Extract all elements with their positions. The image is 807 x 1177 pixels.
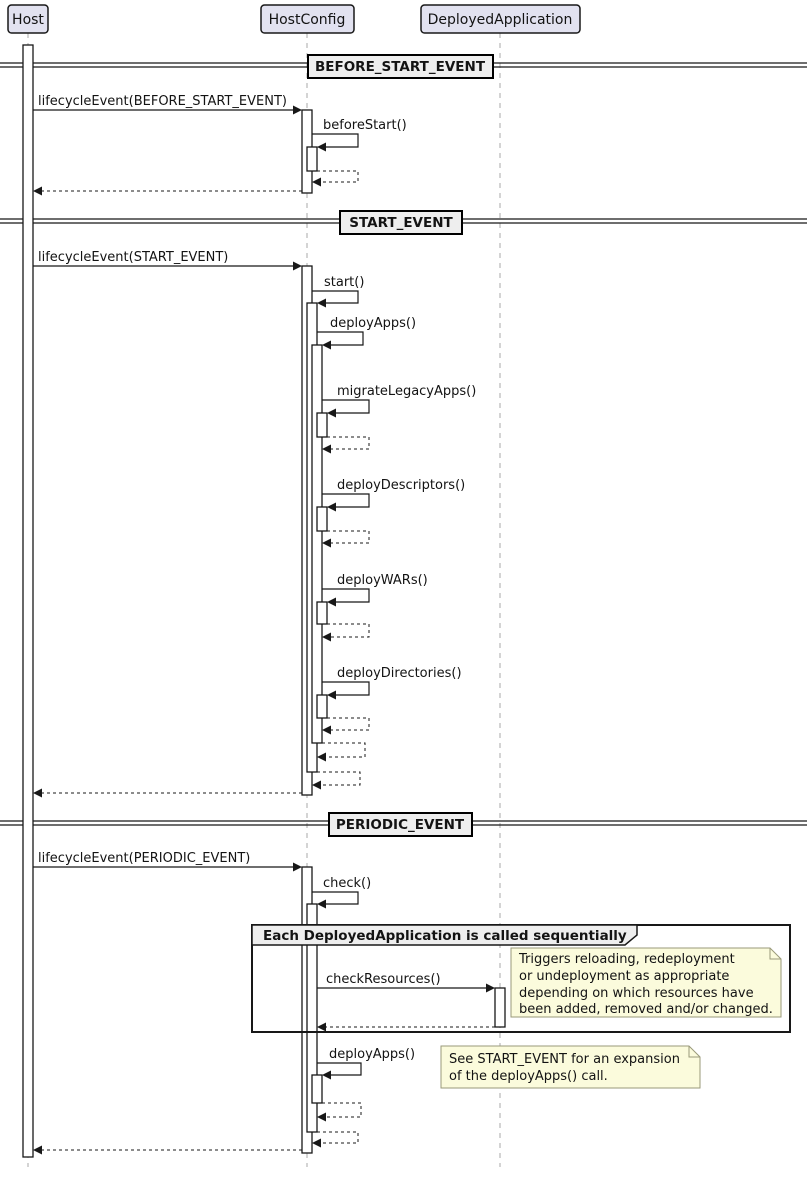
self-return-line <box>327 437 369 449</box>
participant-host <box>8 5 48 33</box>
participant-hostconfig <box>261 5 354 33</box>
participant-label: DeployedApplication <box>427 12 573 28</box>
arrowhead-icon <box>327 409 336 418</box>
divider-start-label: START_EVENT <box>349 215 453 231</box>
arrowhead-icon <box>327 691 336 700</box>
hostconfig-nested-activation-bar <box>312 345 322 743</box>
arrowhead-icon <box>33 187 42 196</box>
self-call-line <box>322 682 369 695</box>
hostconfig-nested-activation-bar <box>317 695 327 718</box>
arrowhead-icon <box>322 1071 331 1080</box>
message-label: deployApps() <box>329 1047 416 1062</box>
arrowhead-icon <box>322 726 331 735</box>
hostconfig-nested-activation-bar <box>307 147 317 171</box>
arrowhead-icon <box>317 900 326 909</box>
participant-label: Host <box>12 12 44 28</box>
self-return-line <box>327 531 369 543</box>
self-return-line <box>322 1103 361 1117</box>
message-label: checkResources() <box>326 972 441 987</box>
note-line: See START_EVENT for an expansion <box>449 1052 680 1067</box>
self-call-line <box>322 589 369 602</box>
arrowhead-icon <box>33 789 42 798</box>
message-label: beforeStart() <box>323 118 407 133</box>
message-label: start() <box>324 275 365 290</box>
participant-deployedapplication <box>421 5 580 33</box>
arrowhead-icon <box>322 539 331 548</box>
message-label: deployDescriptors() <box>337 478 466 493</box>
message-label: lifecycleEvent(START_EVENT) <box>38 250 229 265</box>
message-label: deployApps() <box>330 316 417 331</box>
arrowhead-icon <box>322 341 331 350</box>
self-call-line <box>322 494 369 507</box>
self-call-line <box>312 291 358 303</box>
arrowhead-icon <box>312 781 321 790</box>
arrowhead-icon <box>317 143 326 152</box>
host-activation-bar <box>23 45 33 1157</box>
section-start-event <box>33 250 476 798</box>
arrowhead-icon <box>317 1023 326 1032</box>
message-label: lifecycleEvent(BEFORE_START_EVENT) <box>38 94 287 109</box>
message-label: check() <box>323 876 372 891</box>
self-call-line <box>317 332 363 345</box>
group-label: Each DeployedApplication is called sequentially <box>263 928 627 944</box>
note-line: Triggers reloading, redeployment <box>519 952 735 967</box>
hostconfig-nested-activation-bar <box>317 507 327 531</box>
arrowhead-icon <box>293 262 302 271</box>
hostconfig-nested-activation-bar <box>312 1075 322 1103</box>
self-return-line <box>317 772 360 785</box>
deployedapplication-activation-bar <box>495 988 505 1027</box>
self-return-line <box>327 624 369 637</box>
arrowhead-icon <box>486 984 495 993</box>
note-line: of the deployApps() call. <box>449 1069 608 1084</box>
self-call-line <box>322 400 369 413</box>
arrowhead-icon <box>293 863 302 872</box>
self-call-line <box>312 892 358 904</box>
arrowhead-icon <box>327 598 336 607</box>
message-label: lifecycleEvent(PERIODIC_EVENT) <box>38 851 251 866</box>
arrowhead-icon <box>322 445 331 454</box>
divider-periodic-label: PERIODIC_EVENT <box>335 817 465 833</box>
self-call-line <box>312 134 358 147</box>
arrowhead-icon <box>293 106 302 115</box>
arrowhead-icon <box>327 503 336 512</box>
arrowhead-icon <box>322 633 331 642</box>
message-label: migrateLegacyApps() <box>337 384 477 399</box>
arrowhead-icon <box>317 299 326 308</box>
arrowhead-icon <box>33 1146 42 1155</box>
hostconfig-nested-activation-bar <box>317 602 327 624</box>
divider-before-start-label: BEFORE_START_EVENT <box>314 59 486 75</box>
note-line: been added, removed and/or changed. <box>519 1002 773 1017</box>
self-return-line <box>322 743 365 757</box>
hostconfig-nested-activation-bar <box>317 413 327 437</box>
message-label: deployWARs() <box>337 573 428 588</box>
participant-label: HostConfig <box>268 12 346 28</box>
arrowhead-icon <box>312 178 321 187</box>
note-line: or undeployment as appropriate <box>519 969 730 984</box>
arrowhead-icon <box>317 753 326 762</box>
self-return-line <box>317 1132 358 1143</box>
self-return-line <box>327 718 369 730</box>
arrowhead-icon <box>312 1139 321 1148</box>
note-line: depending on which resources have <box>519 986 754 1001</box>
self-return-line <box>317 171 358 182</box>
section-before-start-event <box>33 94 407 196</box>
self-call-line <box>317 1063 361 1075</box>
section-periodic-event <box>33 851 790 1155</box>
message-label: deployDirectories() <box>337 666 462 681</box>
arrowhead-icon <box>317 1113 326 1122</box>
